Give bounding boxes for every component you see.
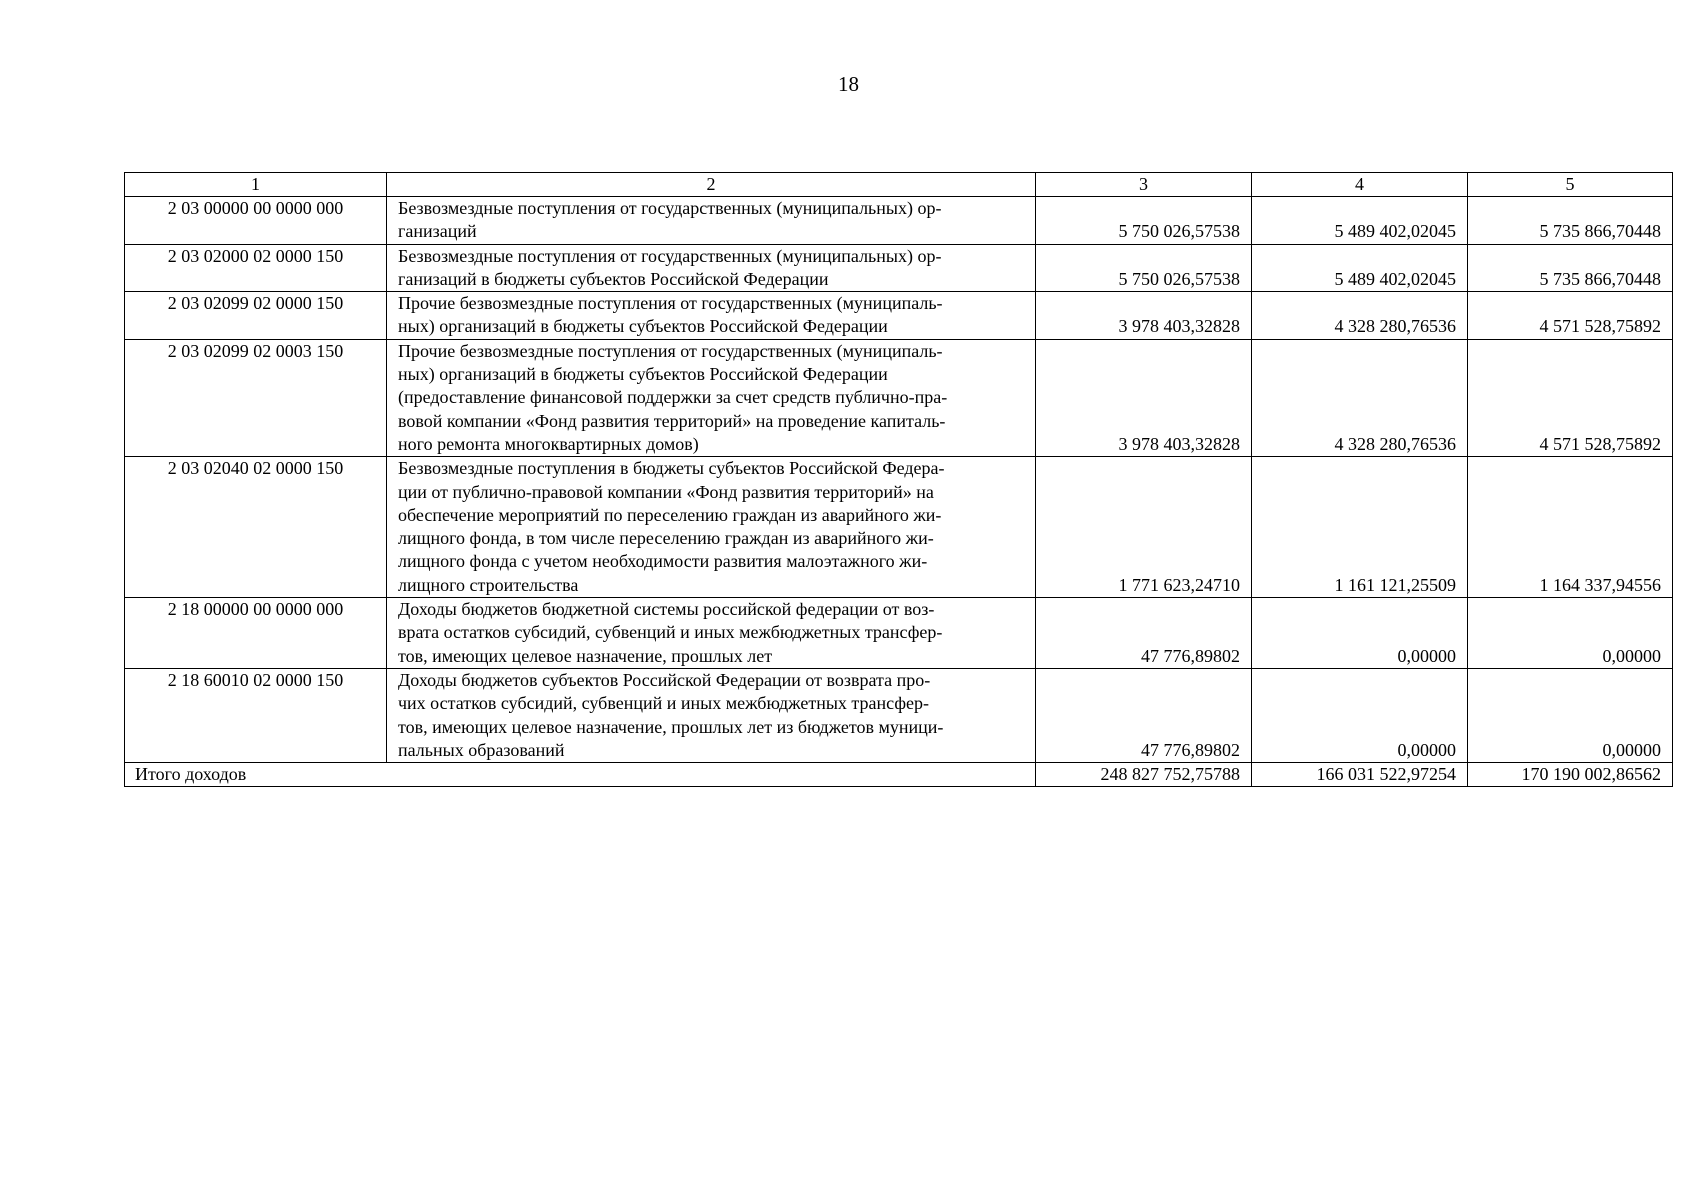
amount-col3: 5 750 026,57538 [1036,244,1252,292]
amount-col5: 5 735 866,70448 [1468,244,1673,292]
revenue-name-line: Доходы бюджетов бюджетной системы российской федерации от воз- [398,599,935,620]
page-number: 18 [838,72,859,96]
revenue-name [387,598,1036,669]
column-header-2: 2 [387,173,1036,197]
revenue-name-line: Безвозмездные поступления от государственных (муниципальных) ор- [398,245,942,266]
column-header-3: 3 [1036,173,1252,197]
total-value-col4: 166 031 522,97254 [1252,763,1468,787]
column-header-1: 1 [125,173,387,197]
column-header-5: 5 [1468,173,1673,197]
revenue-name-line: ных) организаций в бюджеты субъектов Российской Федерации [398,316,888,337]
revenue-name-line: Доходы бюджетов субъектов Российской Федерации от возврата про- [398,669,931,690]
table-header-row [125,173,1673,197]
revenue-name [387,457,1036,598]
revenue-name [387,244,1036,292]
revenue-name [387,197,1036,245]
revenue-name-line: лищного фонда с учетом необходимости развития малоэтажного жи- [398,551,928,572]
table-row [125,339,1673,456]
amount-col4: 5 489 402,02045 [1252,244,1468,292]
table-body [125,197,1673,763]
total-value-col5: 170 190 002,86562 [1468,763,1673,787]
amount-col4: 0,00000 [1252,598,1468,669]
revenue-name-line: обеспечение мероприятий по переселению граждан из аварийного жи- [398,504,942,525]
revenue-name [387,339,1036,456]
revenue-code: 2 03 02099 02 0000 150 [125,292,387,340]
amount-col4: 4 328 280,76536 [1252,339,1468,456]
revenue-name-line: тов, имеющих целевое назначение, прошлых лет [398,645,773,666]
revenue-name-line: чих остатков субсидий, субвенций и иных межбюджетных трансфер- [398,693,929,714]
revenue-name-line: Безвозмездные поступления в бюджеты субъектов Российской Федера- [398,458,945,479]
total-value-col3: 248 827 752,75788 [1036,763,1252,787]
amount-col3: 3 978 403,32828 [1036,292,1252,340]
total-row [125,763,1673,787]
revenue-name-line: тов, имеющих целевое назначение, прошлых лет из бюджетов муници- [398,716,944,737]
amount-col3: 1 771 623,24710 [1036,457,1252,598]
revenue-code: 2 03 02040 02 0000 150 [125,457,387,598]
revenue-code: 2 03 02000 02 0000 150 [125,244,387,292]
table-row [125,668,1673,762]
revenue-code: 2 03 02099 02 0003 150 [125,339,387,456]
revenue-name-line: вовой компании «Фонд развития территорий» на проведение капиталь- [398,410,946,431]
revenue-name-line: врата остатков субсидий, субвенций и иных межбюджетных трансфер- [398,622,943,643]
revenue-name-line: ного ремонта многоквартирных домов) [398,433,699,454]
amount-col3: 47 776,89802 [1036,598,1252,669]
table-row [125,292,1673,340]
column-header-4: 4 [1252,173,1468,197]
revenue-name-line: ганизаций в бюджеты субъектов Российской Федерации [398,268,829,289]
budget-revenue-table [124,172,1673,787]
amount-col4: 5 489 402,02045 [1252,197,1468,245]
total-label: Итого доходов [125,763,1036,787]
revenue-name-line: Безвозмездные поступления от государственных (муниципальных) ор- [398,198,942,218]
revenue-code: 2 03 00000 00 0000 000 [125,197,387,245]
revenue-name-line: Прочие безвозмездные поступления от государственных (муниципаль- [398,340,943,361]
revenue-name-line: лищного строительства [398,574,579,595]
amount-col4: 4 328 280,76536 [1252,292,1468,340]
amount-col3: 47 776,89802 [1036,668,1252,762]
amount-col5: 5 735 866,70448 [1468,197,1673,245]
table-row [125,244,1673,292]
amount-col3: 3 978 403,32828 [1036,339,1252,456]
amount-col5: 0,00000 [1468,598,1673,669]
revenue-code: 2 18 00000 00 0000 000 [125,598,387,669]
revenue-name-line: Прочие безвозмездные поступления от государственных (муниципаль- [398,293,943,314]
amount-col4: 1 161 121,25509 [1252,457,1468,598]
amount-col5: 4 571 528,75892 [1468,292,1673,340]
revenue-name-line: ции от публично-правовой компании «Фонд развития территорий» на [398,481,934,502]
amount-col5: 4 571 528,75892 [1468,339,1673,456]
amount-col3: 5 750 026,57538 [1036,197,1252,245]
revenue-name-line: ганизаций [398,221,477,242]
table-row [125,197,1673,245]
revenue-name-line: (предоставление финансовой поддержки за счет средств публично-пра- [398,387,948,408]
revenue-name-line: лищного фонда, в том числе переселению граждан из аварийного жи- [398,528,934,549]
revenue-name [387,668,1036,762]
amount-col4: 0,00000 [1252,668,1468,762]
revenue-name-line: ных) организаций в бюджеты субъектов Российской Федерации [398,364,888,385]
revenue-code: 2 18 60010 02 0000 150 [125,668,387,762]
revenue-name-line: пальных образований [398,739,565,760]
table-row [125,598,1673,669]
table-row [125,457,1673,598]
revenue-name [387,292,1036,340]
amount-col5: 1 164 337,94556 [1468,457,1673,598]
amount-col5: 0,00000 [1468,668,1673,762]
